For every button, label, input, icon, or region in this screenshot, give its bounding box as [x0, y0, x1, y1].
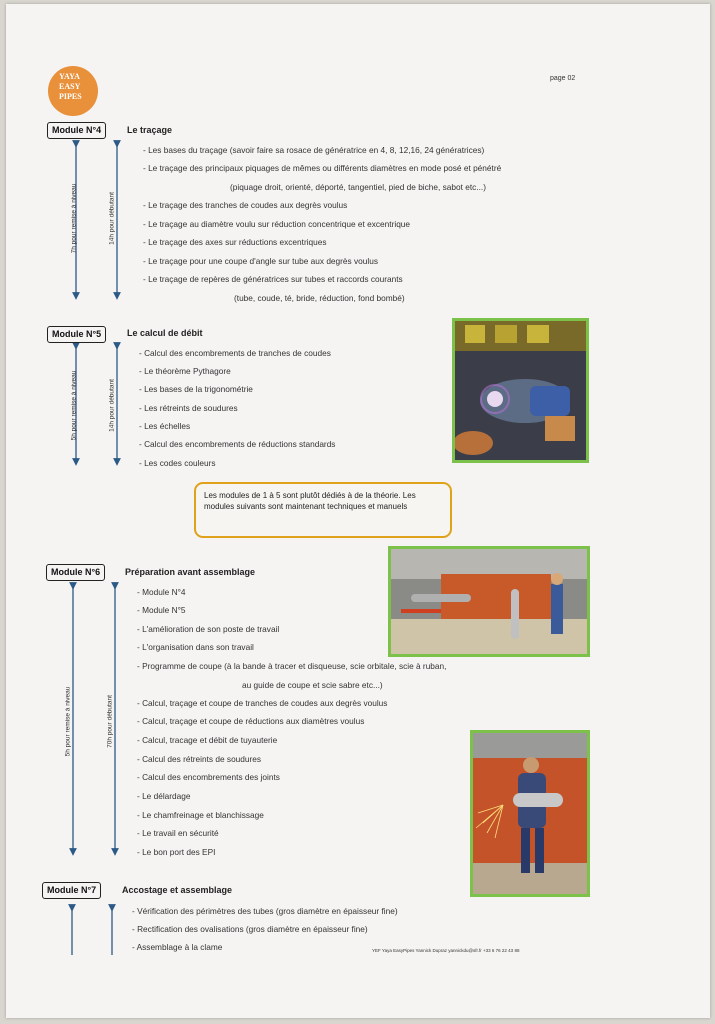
module-5-beginner-hours: 14h pour débutant	[108, 379, 116, 432]
module-6-item: - Module N°4	[137, 587, 186, 597]
module-6-item: - Module N°5	[137, 605, 186, 615]
module-6-item: - Calcul, tracage et débit de tuyauterie	[137, 735, 278, 745]
module-4-item: - Le traçage de repères de génératrices sur tubes et raccords courants	[143, 274, 403, 284]
company-logo: YAYA EASY PIPES	[48, 66, 98, 116]
module-6-item: - L'amélioration de son poste de travail	[137, 624, 280, 634]
module-6-item: - L'organisation dans son travail	[137, 642, 254, 652]
module-5-item: - Les bases de la trigonométrie	[139, 384, 253, 394]
module-4-item: - Le traçage pour une coupe d'angle sur tube aux degrès voulus	[143, 256, 378, 266]
workshop-photo	[388, 546, 590, 657]
module-6-beginner-hours: 70h pour débutant	[106, 695, 114, 748]
module-5-item: - Calcul des encombrements de réductions standards	[139, 439, 336, 449]
module-4-item: (piquage droit, orienté, déporté, tangentiel, pied de biche, sabot etc...)	[230, 182, 486, 192]
module-4-title: Le traçage	[127, 125, 173, 135]
welding-photo	[452, 318, 589, 463]
module-4-beginner-hours: 14h pour débutant	[108, 192, 116, 245]
module-4-item: - Le traçage des principaux piquages de mêmes ou différents diamètres en mode posé et pénétré	[143, 163, 502, 173]
grinding-photo	[470, 730, 590, 897]
module-5-item: - Calcul des encombrements de tranches de coudes	[139, 348, 331, 358]
module-7-item: - Vérification des périmètres des tubes (gros diamètre en épaisseur fine)	[132, 906, 398, 916]
module-6-item: - Le délardage	[137, 791, 191, 801]
module-4-level-hours: 7h pour remise à niveau	[70, 183, 78, 254]
footer-contact: YEF Yaya EasyPipes Yannick Dupraz yannickdu@sfr.fr +33 6 76 22 43 88	[372, 948, 520, 953]
module-5-item: - Les échelles	[139, 421, 191, 431]
module-7-item: - Assemblage à la clame	[132, 942, 223, 952]
module-6-item: - Le bon port des EPI	[137, 847, 216, 857]
module-6-item: - Calcul des rétreints de soudures	[137, 754, 262, 764]
module-5-title: Le calcul de débit	[127, 328, 203, 338]
module-6-label: Module N°6	[46, 564, 105, 581]
module-6-item: - Calcul des encombrements des joints	[137, 772, 280, 782]
module-4-item: (tube, coude, té, bride, réduction, fond bombé)	[234, 293, 405, 303]
module-4-item: - Le traçage des tranches de coudes aux degrès voulus	[143, 200, 348, 210]
module-4-label: Module N°4	[47, 122, 106, 139]
page-number: page 02	[550, 75, 576, 82]
module-5-label: Module N°5	[47, 326, 106, 343]
module-4-item: - Le traçage des axes sur réductions excentriques	[143, 237, 327, 247]
module-6-title: Préparation avant assemblage	[125, 567, 256, 577]
module-7-item: - Rectification des ovalisations (gros diamètre en épaisseur fine)	[132, 924, 368, 934]
module-7-label: Module N°7	[42, 882, 101, 899]
module-4-item: - Les bases du traçage (savoir faire sa rosace de génératrice en 4, 8, 12,16, 24 génératrices)	[143, 145, 485, 155]
module-5-item: - Les codes couleurs	[139, 458, 216, 468]
module-4-item: - Le traçage au diamètre voulu sur réduction concentrique et excentrique	[143, 219, 411, 229]
theory-note: Les modules de 1 à 5 sont plutôt dédiés à de la théorie. Les modules suivants sont maintenant techniques et manuels	[194, 482, 452, 538]
module-7-title: Accostage et assemblage	[122, 885, 233, 895]
module-6-item: au guide de coupe et scie sabre etc...)	[242, 680, 383, 690]
module-6-level-hours: 5h pour remise à niveau	[64, 686, 72, 757]
module-5-item: - Le théorème Pythagore	[139, 366, 231, 376]
module-5-level-hours: 5h pour remise à niveau	[70, 370, 78, 441]
module-6-item: - Calcul, traçage et coupe de tranches de coudes aux degrès voulus	[137, 698, 388, 708]
module-6-item: - Le chamfreinage et blanchissage	[137, 810, 264, 820]
module-5-item: - Les rétreints de soudures	[139, 403, 238, 413]
module-6-item: - Calcul, traçage et coupe de réductions aux diamètres voulus	[137, 716, 365, 726]
module-6-item: - Programme de coupe (à la bande à tracer et disqueuse, scie orbitale, scie à ruban,	[137, 661, 447, 671]
module-6-item: - Le travail en sécurité	[137, 828, 219, 838]
